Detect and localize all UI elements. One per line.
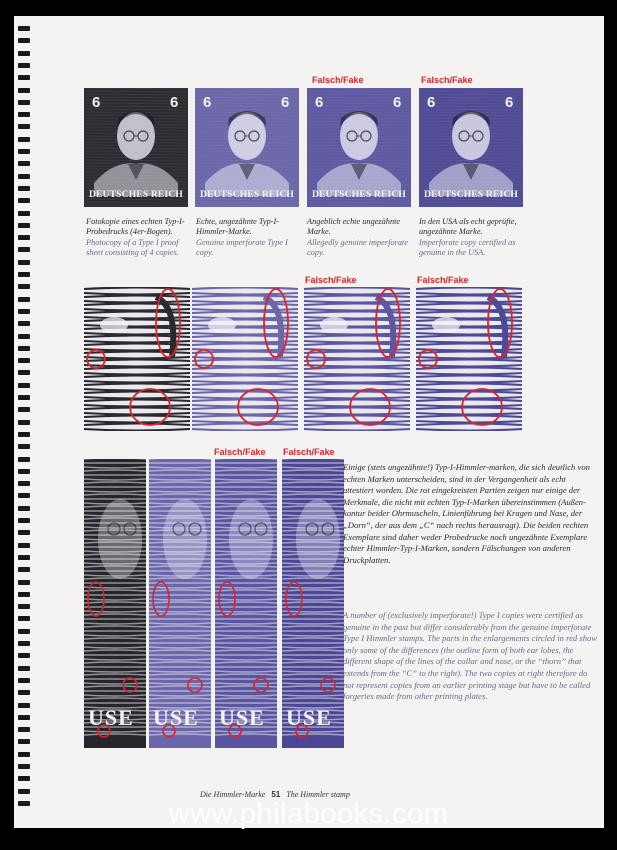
caption-german: Angeblich echte ungezähnte Marke.	[307, 217, 401, 237]
caption-english: Photocopy of a Type I proof sheet consisting of 4 copies.	[86, 237, 179, 258]
spiral-ring	[18, 543, 30, 548]
stamp-caption	[307, 217, 411, 259]
stamp-value-left: 6	[92, 94, 101, 111]
spiral-ring	[18, 321, 30, 326]
stamp-value-left: 6	[427, 94, 436, 111]
spiral-ring	[18, 727, 30, 732]
spiral-binding	[18, 26, 32, 816]
spiral-ring	[18, 481, 30, 486]
spiral-ring	[18, 161, 30, 166]
stamp-caption	[419, 217, 523, 259]
spiral-ring	[18, 493, 30, 498]
spiral-ring	[18, 690, 30, 695]
enlargement-image	[304, 287, 410, 431]
spiral-ring	[18, 247, 30, 252]
spiral-ring	[18, 703, 30, 708]
caption-german: Fotokopie eines echten Typ-I-Probedrucks (4er-Bogen).	[86, 217, 185, 237]
spiral-ring	[18, 580, 30, 585]
spiral-ring	[18, 629, 30, 634]
spiral-ring	[18, 407, 30, 412]
spiral-ring	[18, 198, 30, 203]
spiral-ring	[18, 346, 30, 351]
spiral-ring	[18, 395, 30, 400]
body-text-german: Einige (stets ungezähnte!) Typ-I-Himmler-marken, die sich deutlich von echten Marken unterscheiden, sind in der Vergangenheit als echt attestiert worden. Die rot eingekreisten Partien zeigen nur einige der Merkmale, die nicht mit echten Typ-I-Marken übereinstimmen (Außen-kontur beider Ohrmuscheln, Linienführung bei Kragen und Nase, der „Dorn“, der aus dem „C“ nach rechts herausragt). Die beiden rechten Exemplare sind daher weder Probedrucke noch ungezähnte Exemplare echter Himmler-Typ-I-Marken, sondern Fälschungen von anderen Druckplatten.	[343, 462, 590, 565]
spiral-ring	[18, 678, 30, 683]
fake-label: Falsch/Fake	[305, 275, 357, 285]
spiral-ring	[18, 715, 30, 720]
enlargement-image	[84, 287, 190, 431]
spiral-ring	[18, 469, 30, 474]
spiral-ring	[18, 776, 30, 781]
stamp-value-right: 6	[170, 94, 179, 111]
strip-letters: USE	[153, 705, 199, 730]
spiral-ring	[18, 334, 30, 339]
stamp-value-right: 6	[393, 94, 402, 111]
spiral-ring	[18, 174, 30, 179]
enlargement-image	[416, 287, 522, 431]
spiral-ring	[18, 75, 30, 80]
caption-english: Allegedly genuine imperforate copy.	[307, 237, 408, 258]
stamp-caption	[196, 217, 300, 259]
spiral-ring	[18, 272, 30, 277]
spiral-ring	[18, 223, 30, 228]
spiral-ring	[18, 752, 30, 757]
spiral-ring	[18, 211, 30, 216]
stamp-value-right: 6	[281, 94, 290, 111]
spiral-ring	[18, 616, 30, 621]
spiral-ring	[18, 38, 30, 43]
spiral-ring	[18, 739, 30, 744]
spiral-ring	[18, 530, 30, 535]
stamp-inscription: DEUTSCHES REICH	[311, 190, 407, 200]
spiral-ring	[18, 100, 30, 105]
spiral-ring	[18, 358, 30, 363]
spiral-ring	[18, 260, 30, 265]
spiral-ring	[18, 653, 30, 658]
spiral-ring	[18, 567, 30, 572]
body-text-english: A number of (exclusively imperforate!) Type I copies were certified as genuine in the past but differ considerably from the genuine imperforate Type I Himmler stamps. The parts in the enlargements circled in red show only some of the differences (the outline form of both ear lobes, the different shape of the lines of the collar and nose, or the “thorn” that extends from the “C” to the right). The two copies at right therefore do not represent copies from an earlier printing stage but have to be called forgeries made from other printing plates.	[343, 610, 598, 702]
spiral-ring	[18, 63, 30, 68]
spiral-ring	[18, 370, 30, 375]
spiral-ring	[18, 51, 30, 56]
strip-letters: USE	[219, 705, 265, 730]
spiral-ring	[18, 26, 30, 31]
spiral-ring	[18, 309, 30, 314]
stamp-inscription: DEUTSCHES REICH	[199, 190, 295, 200]
watermark: www.philabooks.com	[168, 798, 449, 830]
stamp-inscription: DEUTSCHES REICH	[88, 190, 184, 200]
spiral-ring	[18, 137, 30, 142]
spiral-ring	[18, 641, 30, 646]
spiral-ring	[18, 506, 30, 511]
strip-letters: USE	[286, 705, 332, 730]
spiral-ring	[18, 457, 30, 462]
page-number: 51	[271, 790, 281, 799]
fake-label: Falsch/Fake	[312, 75, 364, 85]
spiral-ring	[18, 592, 30, 597]
stamp-inscription: DEUTSCHES REICH	[423, 190, 519, 200]
spiral-ring	[18, 518, 30, 523]
caption-german: Echte, ungezähnte Typ-I-Himmler-Marke.	[196, 217, 280, 237]
enlargement-image	[192, 287, 298, 431]
footer-title-english: The Himmler stamp	[286, 790, 350, 799]
strip-letters: USE	[88, 705, 134, 730]
spiral-ring	[18, 555, 30, 560]
spiral-ring	[18, 284, 30, 289]
spiral-ring	[18, 604, 30, 609]
caption-german: In den USA als echt geprüfte, ungezähnte Marke.	[419, 217, 517, 237]
fake-label: Falsch/Fake	[283, 447, 335, 457]
stamp-value-right: 6	[505, 94, 514, 111]
stamp-caption	[86, 217, 190, 259]
spiral-ring	[18, 789, 30, 794]
spiral-ring	[18, 186, 30, 191]
spiral-ring	[18, 432, 30, 437]
spiral-ring	[18, 112, 30, 117]
fake-label: Falsch/Fake	[417, 275, 469, 285]
stamp-value-left: 6	[315, 94, 324, 111]
fake-label: Falsch/Fake	[421, 75, 473, 85]
stamp-value-left: 6	[203, 94, 212, 111]
spiral-ring	[18, 297, 30, 302]
caption-english: Imperforate copy certified as genuine in the USA.	[419, 237, 516, 258]
spiral-ring	[18, 149, 30, 154]
fake-label: Falsch/Fake	[214, 447, 266, 457]
spiral-ring	[18, 444, 30, 449]
spiral-ring	[18, 666, 30, 671]
footer-title-german: Die Himmler-Marke	[200, 790, 266, 799]
spiral-ring	[18, 383, 30, 388]
spiral-ring	[18, 764, 30, 769]
spiral-ring	[18, 88, 30, 93]
caption-english: Genuine imperforate Type I copy.	[196, 237, 288, 258]
spiral-ring	[18, 420, 30, 425]
spiral-ring	[18, 235, 30, 240]
spiral-ring	[18, 124, 30, 129]
